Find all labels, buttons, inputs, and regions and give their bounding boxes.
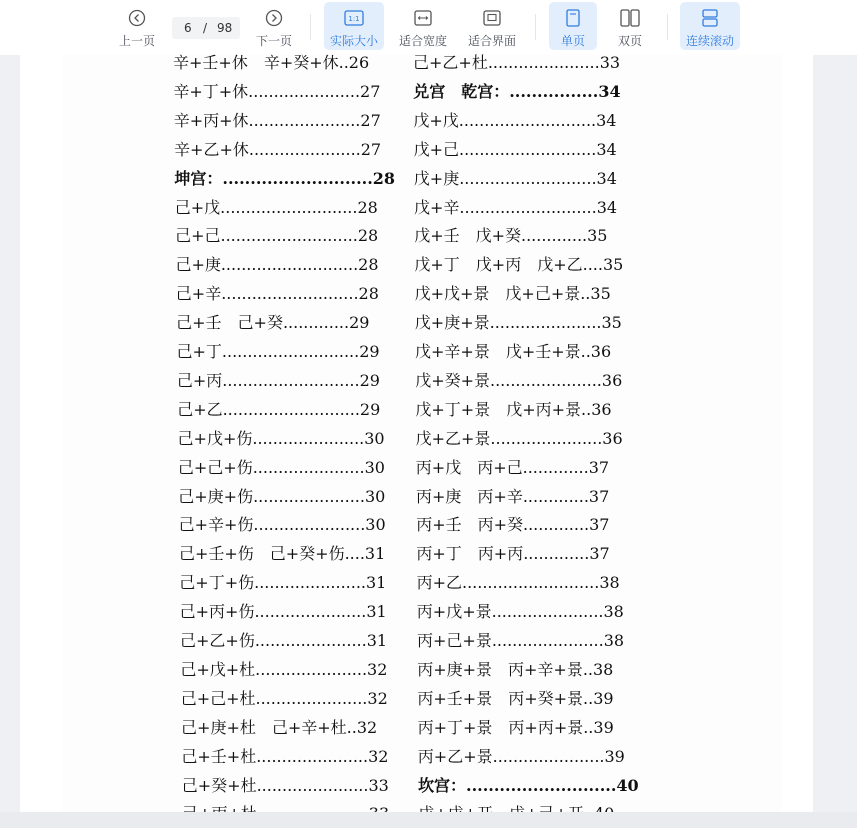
toc-entry: 辛+丙+休......................27	[173, 110, 381, 130]
toc-entry: 戊+戊...........................34	[413, 110, 617, 130]
toc-entry: 辛+乙+休......................27	[174, 139, 382, 159]
toc-entry: 己+戊+杜......................32	[180, 659, 388, 679]
fit-width-label: 适合宽度	[398, 34, 447, 48]
toc-entry: 己+乙...........................29	[177, 399, 381, 419]
toolbar-divider	[535, 14, 536, 40]
toc-entry: 己+丁...........................29	[176, 342, 380, 361]
toc-entry: 丙+丁 丙+丙.............37	[416, 544, 610, 564]
toc-entry: 戊+丁 戊+丙 戊+乙....35	[414, 255, 624, 275]
toc-entry: 己+庚+杜 己+辛+杜..32	[181, 717, 378, 737]
toc-entry: 辛+壬+休 辛+癸+休..26	[173, 53, 370, 72]
double-page-label: 双页	[617, 34, 642, 48]
document-page	[20, 55, 813, 812]
toc-entry: 戊+庚...........................34	[413, 168, 617, 188]
toc-entry: 己+乙+伤......................31	[180, 631, 388, 650]
toc-entry: 己+己+杜......................32	[180, 688, 388, 708]
toolbar-divider	[667, 14, 668, 40]
toc-entry: 己+己+伤......................30	[177, 457, 385, 477]
continuous-scroll-button[interactable]	[680, 2, 740, 50]
toc-entry: 己+壬+杜......................32	[181, 746, 389, 766]
chevron-left-circle-icon	[128, 7, 146, 29]
toc-entry: 丙+乙+景......................39	[417, 746, 625, 766]
toc-entry: 丙+庚+景 丙+辛+景..38	[417, 659, 614, 679]
fit-page-button[interactable]	[462, 2, 522, 50]
prev-page-button[interactable]	[114, 2, 160, 50]
toc-entry: 戊+辛...........................34	[414, 197, 618, 217]
toc-entry: 己+庚...........................28	[175, 255, 379, 275]
fit-page-label: 适合界面	[467, 34, 516, 48]
viewer-toolbar	[0, 0, 857, 55]
toc-entry: 己+丙+伤......................31	[179, 602, 387, 622]
toc-entry: 己+戊+伤......................30	[177, 428, 385, 448]
toc-entry: 己+壬 己+癸.............29	[176, 313, 370, 333]
toc-entry: 丙+己+景......................38	[417, 631, 625, 650]
page-number-field[interactable]	[172, 17, 240, 39]
toc-entry: 戊+壬 戊+癸.............35	[414, 226, 608, 246]
single-page-label: 单页	[560, 34, 585, 48]
toc-entry: 戊+乙+景......................36	[415, 428, 623, 448]
toc-entry: 丙+庚 丙+辛.............37	[416, 486, 610, 506]
viewer-bottom-bar	[0, 812, 857, 828]
toc-entry: 己+己...........................28	[175, 226, 379, 246]
single-page-icon	[566, 7, 580, 29]
toc-entry: 己+丙...........................29	[176, 370, 380, 390]
toc-entry: 戊+庚+景......................35	[414, 313, 622, 333]
toc-entry: 丙+壬 丙+癸.............37	[416, 515, 610, 535]
toc-entry: 己+乙+杜......................33	[413, 53, 621, 72]
toc-entry: 己+癸+杜......................33	[181, 775, 389, 795]
continuous-scroll-label: 连续滚动	[685, 34, 734, 48]
toc-entry: 己+庚+伤......................30	[178, 486, 386, 506]
chevron-right-circle-icon	[265, 7, 283, 29]
double-page-icon	[620, 7, 640, 29]
toc-entry: 兑宫 乾宫：................34	[413, 81, 621, 101]
single-page-button[interactable]	[549, 2, 597, 50]
total-pages-value: 98	[217, 21, 233, 35]
toc-entry: 己+辛+伤......................30	[178, 515, 386, 535]
toc-entry: 丙+乙...........................38	[416, 573, 620, 593]
toc-entry: 坎宫：...........................40	[418, 775, 639, 795]
actual-size-label: 实际大小	[329, 34, 378, 48]
actual-size-button[interactable]	[324, 2, 384, 50]
toc-entry: 己+丁+伤......................31	[179, 573, 387, 593]
toc-entry: 辛+丁+休......................27	[173, 81, 381, 101]
actual-size-icon	[344, 7, 364, 29]
toc-entry: 丙+壬+景 丙+癸+景..39	[417, 688, 614, 708]
double-page-button[interactable]	[607, 2, 653, 50]
toc-entry: 丙+丁+景 丙+丙+景..39	[417, 717, 614, 737]
toc-entry: 丙+戊+景......................38	[416, 602, 624, 622]
toolbar-divider	[310, 14, 311, 40]
toc-entry: 戊+癸+景......................36	[415, 370, 623, 390]
prev-page-label: 上一页	[118, 34, 155, 48]
fit-width-button[interactable]	[394, 2, 452, 50]
toc-entry: 戊+己...........................34	[413, 139, 617, 159]
toc-entry: 己+戊...........................28	[174, 197, 378, 217]
toc-entry: 坤宫：...........................28	[174, 168, 396, 188]
continuous-scroll-icon	[701, 7, 719, 29]
next-page-button[interactable]	[251, 2, 297, 50]
toc-entry: 戊+丁+景 戊+丙+景..36	[415, 399, 612, 419]
toc-entry: 戊+戊+景 戊+己+景..35	[414, 284, 611, 304]
next-page-label: 下一页	[255, 34, 292, 48]
page-separator: /	[203, 21, 208, 35]
toc-entry: 戊+辛+景 戊+壬+景..36	[415, 342, 612, 361]
svg-text:1:1: 1:1	[348, 15, 360, 23]
toc-entry: 己+壬+伤 己+癸+伤....31	[178, 544, 386, 564]
fit-page-icon	[483, 7, 501, 29]
fit-width-icon	[414, 7, 432, 29]
toc-entry: 丙+戊 丙+己.............37	[415, 457, 610, 477]
current-page-value: 6	[184, 21, 192, 35]
toc-entry: 己+辛...........................28	[175, 284, 379, 304]
